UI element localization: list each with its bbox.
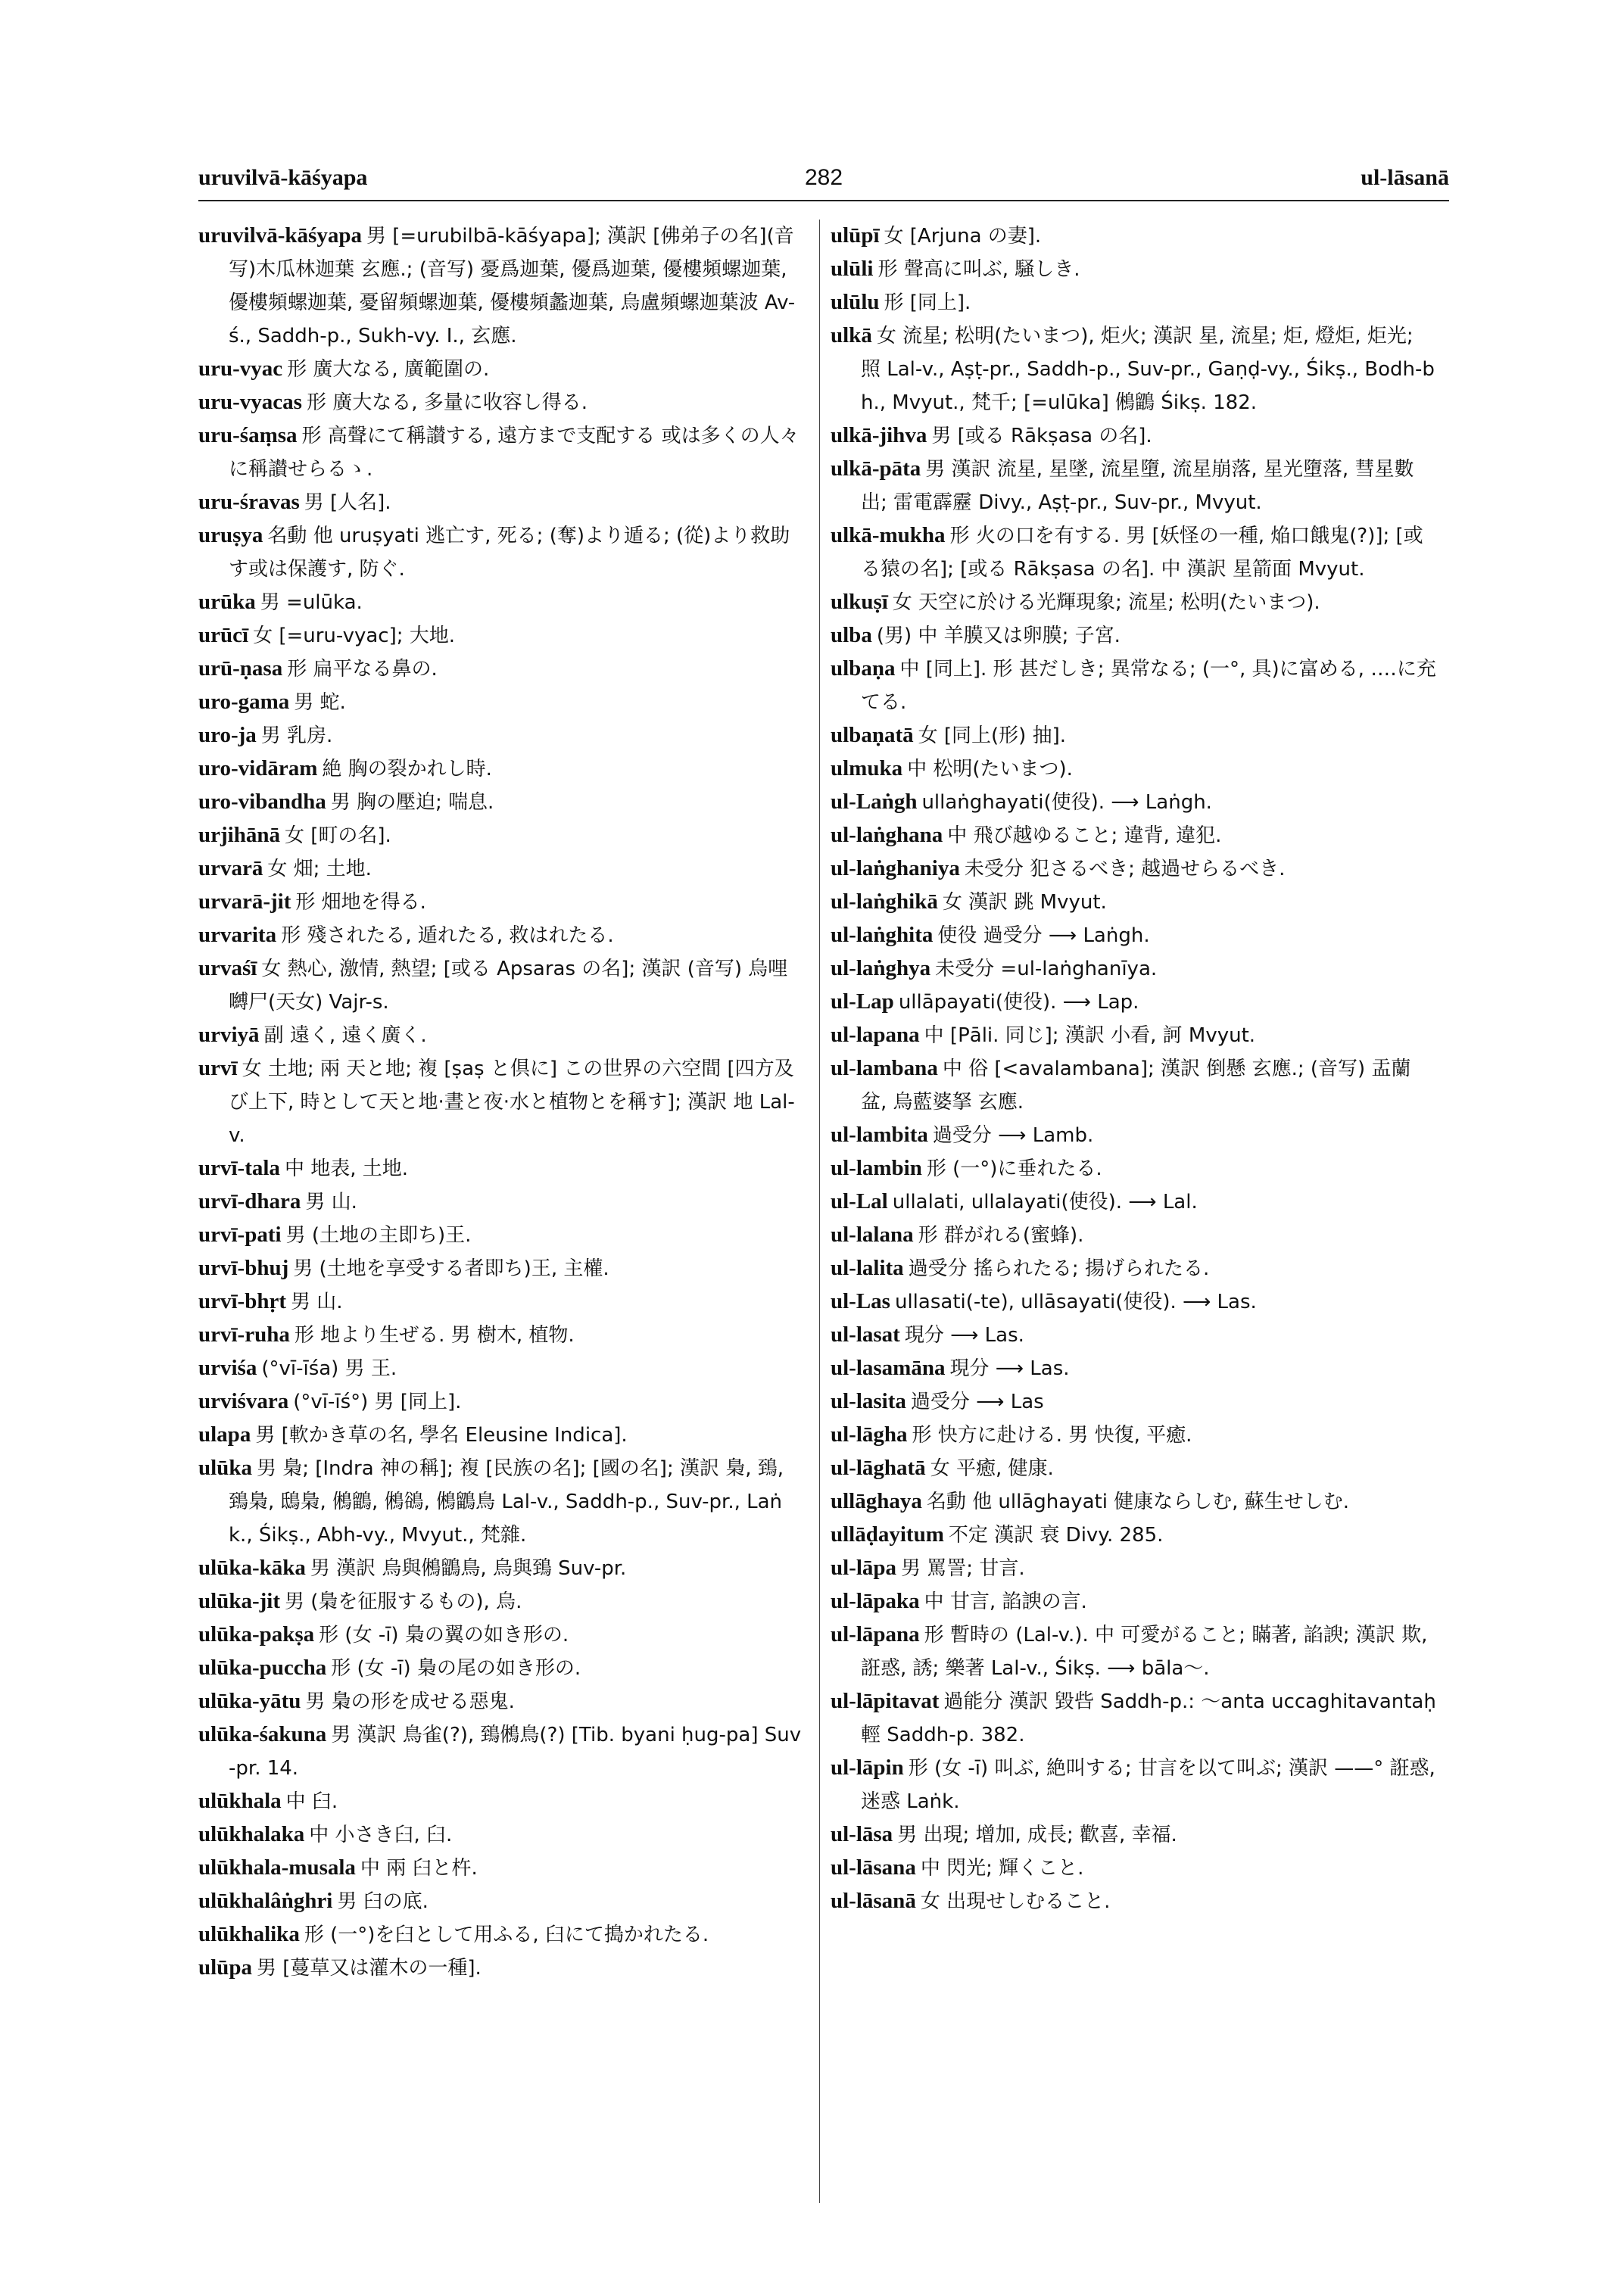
entry-headword: urvaśī (198, 956, 257, 980)
entry-definition: 形 聲高に叫ぶ, 騒しき. (877, 258, 1080, 281)
dictionary-entry (198, 1185, 804, 1219)
entry-headword: ul-laṅghita (831, 923, 934, 947)
entry-definition: 形 [同上]. (884, 291, 971, 314)
entry-definition: 女 [町の名]. (284, 824, 391, 847)
entry-definition: 形 (女 -ī) 梟の翼の如き形の. (319, 1624, 569, 1647)
dictionary-entry (831, 1552, 1436, 1585)
dictionary-entry (831, 319, 1436, 419)
header-last-headword: ul-lāsanā (1361, 165, 1449, 190)
entry-headword: urvī-bhuj (198, 1256, 289, 1280)
entry-headword: urvarā-jit (198, 889, 291, 914)
entry-definition: 形 廣大なる, 多量に收容し得る. (306, 391, 588, 414)
entry-headword: uro-vidāram (198, 756, 318, 780)
dictionary-entry (831, 1818, 1436, 1852)
dictionary-entry (198, 1319, 804, 1352)
dictionary-entry (831, 719, 1436, 752)
entry-headword: ulbaṇatā (831, 723, 914, 747)
entry-definition: 男 胸の壓迫; 喘息. (330, 791, 494, 814)
entry-headword: urvī-bhṛt (198, 1289, 286, 1313)
entry-headword: ulūkhalika (198, 1922, 300, 1946)
entry-definition: 男 (土地を享受する者即ち)王, 主權. (293, 1257, 609, 1280)
entry-headword: urvī-dhara (198, 1189, 301, 1213)
dictionary-entry (831, 852, 1436, 886)
entry-definition: 未受分 犯さるべき; 越過せらるべき. (964, 858, 1286, 880)
entry-headword: urviyā (198, 1023, 260, 1047)
dictionary-entry (831, 1319, 1436, 1352)
dictionary-entry (831, 1585, 1436, 1618)
dictionary-entry (831, 220, 1436, 253)
entry-definition: 形 (女 -ī) 叫ぶ, 絶叫する; 甘言を以て叫ぶ; 漢訳 ——° 誑惑, 迷惑 Laṅk. (861, 1757, 1435, 1813)
dictionary-entry (198, 1818, 804, 1852)
entry-definition: 男 山. (305, 1191, 357, 1213)
entry-definition: 中 [同上]. 形 甚だしき; 異常なる; (一°, 具)に富める, ‥‥に充てる. (861, 658, 1436, 714)
entry-definition: 女 平癒, 健康. (930, 1457, 1054, 1480)
entry-headword: ul-lasamāna (831, 1356, 946, 1380)
entry-definition: 過受分 ⟶ Lamb. (932, 1124, 1094, 1147)
entry-definition: 中 閃光; 輝くこと. (920, 1857, 1084, 1880)
dictionary-entry (831, 419, 1436, 453)
header-rule (198, 200, 1449, 201)
dictionary-entry (198, 1019, 804, 1052)
entry-definition: 男 [=urubilbā-kāśyapa]; 漢訳 [佛弟子の名](音写)木瓜林迦葉 玄應.; (音写) 憂爲迦葉, 優爲迦葉, 優樓頻螺迦葉, 優樓頻螺迦葉, 憂留頻螺迦葉, 優樓頻蠡迦葉, 烏盧頻螺迦葉波 Av-ś., Saddh-p., Sukh-vy. I., 玄應. (229, 225, 796, 347)
entry-definition: 女 畑; 土地. (267, 858, 372, 880)
entry-definition: 中 臼. (285, 1790, 338, 1813)
entry-definition: 形 群がれる(蜜蜂). (918, 1224, 1084, 1247)
entry-definition: 形 地より生ぜる. 男 樹木, 植物. (294, 1324, 575, 1347)
entry-definition: ullasati(-te), ullāsayati(使役). ⟶ Las. (894, 1291, 1257, 1313)
entry-headword: ul-lambana (831, 1056, 938, 1080)
entry-definition: 男 山. (291, 1291, 343, 1313)
dictionary-entry (831, 1452, 1436, 1485)
entry-headword: ul-lasita (831, 1389, 906, 1413)
page-header (198, 165, 1449, 201)
entry-headword: ul-Las (831, 1289, 890, 1313)
dictionary-entry (198, 786, 804, 819)
entry-headword: urviśvara (198, 1389, 289, 1413)
entry-definition: 名動 他 uruṣyati 逃亡す, 死る; (奪)より遁る; (從)より救助す或は保護す, 防ぐ. (229, 525, 790, 581)
entry-headword: ulūli (831, 257, 874, 281)
entry-definition: 中 松明(たいまつ). (907, 758, 1073, 780)
entry-definition: 現分 ⟶ Las. (904, 1324, 1024, 1347)
dictionary-entry (198, 1852, 804, 1885)
dictionary-entry (831, 1252, 1436, 1285)
entry-definition: 形 高聲にて稱讃する, 遠方まで支配する 或は多くの人々に稱讃せらるゝ. (229, 425, 800, 481)
entry-headword: urvī-tala (198, 1156, 280, 1180)
entry-definition: 女 漢訳 跳 Mvyut. (942, 891, 1107, 914)
entry-headword: ul-lāpin (831, 1756, 904, 1780)
entry-headword: ul-lāgha (831, 1422, 908, 1447)
entry-definition: 過受分 搖られたる; 揚げられたる. (908, 1257, 1210, 1280)
entry-definition: 男 漢訳 流星, 星墜, 流星墮, 流星崩落, 星光墮落, 彗星數出; 雷電霹靂 Divy., Aṣṭ-pr., Suv-pr., Mvyut. (861, 458, 1414, 514)
header-first-headword: uruvilvā-kāśyapa (198, 165, 368, 190)
dictionary-entry (198, 1952, 804, 1985)
dictionary-entry (831, 886, 1436, 919)
entry-definition: 形 廣大なる, 廣範圍の. (287, 358, 490, 381)
entry-definition: 女 [Arjuna の妻]. (884, 225, 1042, 248)
dictionary-entry (198, 1718, 804, 1785)
dictionary-entry (198, 586, 804, 619)
dictionary-entry (198, 1918, 804, 1952)
entry-headword: uru-śaṃsa (198, 423, 298, 447)
dictionary-entry (831, 653, 1436, 719)
entry-definition: 使役 過受分 ⟶ Laṅgh. (937, 924, 1150, 947)
entry-headword: ulapa (198, 1422, 251, 1447)
dictionary-entry (198, 1685, 804, 1718)
dictionary-entry (831, 752, 1436, 786)
entry-headword: ul-lapana (831, 1023, 920, 1047)
dictionary-entry (198, 1885, 804, 1918)
dictionary-entry (831, 1052, 1436, 1119)
dictionary-entry (831, 986, 1436, 1019)
entry-headword: ulūka-jit (198, 1589, 280, 1613)
entry-headword: ulūkhalâṅghri (198, 1889, 333, 1913)
entry-headword: ul-laṅghya (831, 956, 931, 980)
entry-definition: 男 梟; [Indra 神の稱]; 複 [民族の名]; [國の名]; 漢訳 梟, 鵄, 鵄梟, 鴟梟, 鵂鶹, 鵂鵒, 鵂鶹鳥 Lal-v., Saddh-p., Suv-pr., Laṅk., Śikṣ., Abh-vy., Mvyut., 梵雜. (229, 1457, 784, 1547)
dictionary-entry (198, 1618, 804, 1652)
dictionary-entry (198, 1385, 804, 1419)
dictionary-entry (198, 952, 804, 1019)
entry-headword: ul-lalita (831, 1256, 904, 1280)
entry-definition: (°vī-īś°) 男 [同上]. (293, 1391, 462, 1413)
entry-definition: 形 (女 -ī) 梟の尾の如き形の. (331, 1657, 581, 1680)
dictionary-entry (198, 220, 804, 353)
dictionary-entry (198, 1252, 804, 1285)
entry-headword: ulkuṣī (831, 590, 888, 614)
column-divider (819, 220, 820, 2203)
dictionary-entry (198, 1152, 804, 1185)
entry-definition: 中 兩 臼と杵. (360, 1857, 478, 1880)
entry-headword: ullāḍayitum (831, 1522, 944, 1547)
entry-headword: ulūpī (831, 223, 880, 248)
entry-definition: 男 蛇. (294, 691, 346, 714)
entry-headword: urjihānā (198, 823, 280, 847)
entry-definition: 形 畑地を得る. (295, 891, 426, 914)
entry-headword: urvarita (198, 923, 277, 947)
entry-headword: ul-lasat (831, 1323, 900, 1347)
dictionary-entry (831, 1352, 1436, 1385)
entry-headword: ulkā-jihva (831, 423, 927, 447)
entry-definition: ullalati, ullalayati(使役). ⟶ Lal. (892, 1191, 1198, 1213)
entry-headword: ul-lāpitavat (831, 1689, 940, 1713)
entry-headword: ulūkhala (198, 1789, 282, 1813)
entry-definition: ullaṅghayati(使役). ⟶ Laṅgh. (921, 791, 1212, 814)
dictionary-entry (198, 886, 804, 919)
entry-definition: 副 遠く, 遠く廣く. (263, 1024, 427, 1047)
dictionary-entry (831, 786, 1436, 819)
entry-definition: 男 (土地の主即ち)王. (285, 1224, 472, 1247)
entry-definition: 現分 ⟶ Las. (949, 1357, 1070, 1380)
dictionary-entry (198, 519, 804, 586)
dictionary-entry (831, 1885, 1436, 1918)
entry-headword: ul-lāpa (831, 1556, 897, 1580)
entry-definition: 男 [蔓草又は灌木の一種]. (256, 1957, 482, 1980)
dictionary-entry (831, 619, 1436, 653)
dictionary-entry (831, 253, 1436, 286)
entry-definition: ullāpayati(使役). ⟶ Lap. (898, 991, 1139, 1014)
entry-definition: 過受分 ⟶ Las (910, 1391, 1044, 1413)
dictionary-entry (198, 1585, 804, 1618)
entry-definition: 不定 漢訳 衰 Divy. 285. (948, 1524, 1164, 1547)
entry-definition: 男 梟の形を成せる惡鬼. (305, 1690, 515, 1713)
entry-headword: ulūlu (831, 290, 880, 314)
entry-definition: 過能分 漢訳 毀呰 Saddh-p.: 〜anta uccaghitavantaḥ 輕 Saddh-p. 382. (861, 1690, 1436, 1746)
entry-definition: 名動 他 ullāghayati 健康ならしむ, 蘇生せしむ. (926, 1491, 1349, 1513)
entry-headword: ulkā (831, 323, 872, 347)
entry-definition: 女 [同上(形) 抽]. (918, 724, 1066, 747)
entry-definition: 中 俗 [<avalambana]; 漢訳 倒懸 玄應.; (音写) 盂蘭盆, 烏藍婆拏 玄應. (861, 1058, 1411, 1114)
dictionary-entry (198, 819, 804, 852)
entry-definition: 女 土地; 兩 天と地; 複 [ṣaṣ と倶に] この世界の六空間 [四方及び上下, 時として天と地·晝と夜·水と植物とを稱す]; 漢訳 地 Lal-v. (229, 1058, 795, 1147)
entry-headword: uruṣya (198, 523, 263, 547)
entry-definition: 未受分 =ul-laṅghanīya. (935, 958, 1158, 980)
entry-headword: ul-lāghatā (831, 1456, 926, 1480)
entry-headword: ul-Lap (831, 989, 894, 1014)
dictionary-entry (198, 1052, 804, 1152)
dictionary-entry (831, 1618, 1436, 1685)
dictionary-entry (831, 519, 1436, 586)
dictionary-entry (831, 1852, 1436, 1885)
entry-definition: 中 甘言, 諂諛の言. (924, 1590, 1087, 1613)
dictionary-entry (831, 1752, 1436, 1818)
entry-headword: urvarā (198, 856, 263, 880)
dictionary-entry (831, 1419, 1436, 1452)
entry-headword: urūka (198, 590, 256, 614)
dictionary-entry (198, 752, 804, 786)
dictionary-entry (198, 1652, 804, 1685)
entry-headword: ul-laṅghaniya (831, 856, 960, 880)
dictionary-entry (831, 1019, 1436, 1052)
dictionary-entry (831, 1152, 1436, 1185)
dictionary-entry (198, 919, 804, 952)
dictionary-entry (198, 1419, 804, 1452)
entry-definition: 形 殘されたる, 遁れたる, 救はれたる. (281, 924, 614, 947)
entry-headword: ulba (831, 623, 872, 647)
entry-headword: urvī-pati (198, 1223, 282, 1247)
dictionary-entry (831, 1519, 1436, 1552)
dictionary-entry (198, 719, 804, 752)
entry-headword: ul-Laṅgh (831, 790, 918, 814)
entry-headword: ulūka-pakṣa (198, 1622, 315, 1647)
entry-definition: 形 扁平なる鼻の. (287, 658, 438, 681)
dictionary-entry (831, 1385, 1436, 1419)
dictionary-entry (198, 686, 804, 719)
entry-definition: 女 出現せしむること. (920, 1890, 1111, 1913)
dictionary-entry (831, 286, 1436, 319)
left-column (198, 220, 804, 1985)
entry-definition: 男 乳房. (260, 724, 333, 747)
entry-headword: uru-śravas (198, 490, 300, 514)
entry-headword: ul-lāsa (831, 1822, 893, 1846)
entry-headword: uro-ja (198, 723, 257, 747)
entry-headword: uruvilvā-kāśyapa (198, 223, 362, 248)
page-number: 282 (804, 165, 843, 190)
dictionary-entry (831, 453, 1436, 519)
dictionary-entry (198, 1785, 804, 1818)
dictionary-entry (831, 1285, 1436, 1319)
entry-headword: ul-lāsana (831, 1855, 916, 1880)
entry-headword: ulmuka (831, 756, 903, 780)
entry-definition: 絶 胸の裂かれし時. (322, 758, 492, 780)
entry-definition: 形 (一°)を臼として用ふる, 臼にて搗かれたる. (304, 1924, 709, 1946)
dictionary-entry (198, 486, 804, 519)
entry-definition: 形 快方に赴ける. 男 快復, 平癒. (912, 1424, 1192, 1447)
entry-headword: ul-lalana (831, 1223, 914, 1247)
entry-headword: ul-lambita (831, 1123, 928, 1147)
entry-headword: ulūka-yātu (198, 1689, 301, 1713)
entry-definition: 男 [或る Rākṣasa の名]. (931, 425, 1152, 447)
entry-headword: ul-laṅghana (831, 823, 943, 847)
entry-headword: urvī-ruha (198, 1323, 290, 1347)
entry-definition: 女 熱心, 激情, 熱望; [或る Apsaras の名]; 漢訳 (音写) 烏哩嚩尸(天女) Vajr-s. (229, 958, 788, 1014)
entry-headword: uro-gama (198, 690, 290, 714)
dictionary-entry (198, 353, 804, 386)
entry-definition: (°vī-īśa) 男 王. (261, 1357, 397, 1380)
entry-definition: 形 火の口を有する. 男 [妖怪の一種, 焔口餓鬼(?)]; [或る猿の名]; [或る Rākṣasa の名]. 中 漢訳 星箭面 Mvyut. (861, 525, 1423, 581)
entry-definition: 女 [=uru-vyac]; 大地. (253, 625, 456, 647)
entry-headword: ulkā-mukha (831, 523, 946, 547)
entry-definition: 中 小さき臼, 臼. (309, 1824, 453, 1846)
dictionary-entry (831, 819, 1436, 852)
dictionary-entry (831, 1119, 1436, 1152)
entry-definition: 男 [軟かき草の名, 學名 Eleusine Indica]. (255, 1424, 628, 1447)
dictionary-entry (831, 952, 1436, 986)
entry-definition: 中 飛び越ゆること; 違背, 違犯. (947, 824, 1222, 847)
entry-headword: ulūka-puccha (198, 1656, 327, 1680)
entry-headword: uru-vyac (198, 357, 283, 381)
entry-definition: 女 流星; 松明(たいまつ), 炬火; 漢訳 星, 流星; 炬, 燈炬, 炬光; 照 Lal-v., Aṣṭ-pr., Saddh-p., Suv-pr., Gaṇḍ-vy., Śikṣ., Bodh-bh., Mvyut., 梵千; [=ulūka] 鵂鶹 Śikṣ. 182. (861, 325, 1435, 414)
entry-headword: ulūkhala-musala (198, 1855, 356, 1880)
entry-headword: ul-lāsanā (831, 1889, 916, 1913)
entry-headword: ulūka-kāka (198, 1556, 306, 1580)
dictionary-entry (831, 1685, 1436, 1752)
entry-headword: ul-lāpana (831, 1622, 920, 1647)
dictionary-entry (198, 419, 804, 486)
entry-headword: uro-vibandha (198, 790, 326, 814)
dictionary-entry (198, 1219, 804, 1252)
dictionary-entry (198, 852, 804, 886)
entry-headword: ul-lāpaka (831, 1589, 920, 1613)
entry-headword: uru-vyacas (198, 390, 302, 414)
entry-definition: 中 地表, 土地. (284, 1157, 408, 1180)
entry-headword: urvī (198, 1056, 238, 1080)
entry-headword: ulbaṇa (831, 656, 896, 681)
entry-definition: 中 [Pāli. 同じ]; 漢訳 小看, 訶 Mvyut. (924, 1024, 1256, 1047)
entry-headword: ul-laṅghikā (831, 889, 938, 914)
entry-definition: 男 罵詈; 甘言. (901, 1557, 1025, 1580)
entry-headword: urviśa (198, 1356, 257, 1380)
dictionary-entry (198, 1352, 804, 1385)
entry-headword: urūcī (198, 623, 249, 647)
entry-definition: 男 =ulūka. (260, 591, 363, 614)
entry-definition: 男 漢訳 鳥雀(?), 鵄鵂鳥(?) [Tib. byani ḥug-pa] Suv-pr. 14. (229, 1724, 802, 1780)
dictionary-entry (198, 1452, 804, 1552)
dictionary-entry (198, 1285, 804, 1319)
entry-definition: 形 (一°)に垂れたる. (926, 1157, 1102, 1180)
entry-definition: 男 出現; 增加, 成長; 歡喜, 幸福. (897, 1824, 1177, 1846)
entry-headword: ulūka (198, 1456, 252, 1480)
dictionary-entry (831, 1219, 1436, 1252)
entry-definition: 男 [人名]. (304, 491, 391, 514)
entry-headword: urū-ṇasa (198, 656, 283, 681)
dictionary-entry (831, 586, 1436, 619)
dictionary-entry (198, 653, 804, 686)
entry-definition: 男 (梟を征服するもの), 烏. (284, 1590, 522, 1613)
entry-headword: ulkā-pāta (831, 456, 921, 481)
entry-headword: ullāghaya (831, 1489, 922, 1513)
dictionary-entry (198, 1552, 804, 1585)
right-column (831, 220, 1436, 1918)
dictionary-entry (198, 386, 804, 419)
entry-definition: 女 天空に於ける光輝現象; 流星; 松明(たいまつ). (892, 591, 1320, 614)
entry-headword: ulūka-śakuna (198, 1722, 327, 1746)
entry-headword: ulūpa (198, 1955, 252, 1980)
dictionary-entry (831, 1185, 1436, 1219)
dictionary-entry (198, 619, 804, 653)
dictionary-entry (831, 1485, 1436, 1519)
entry-headword: ulūkhalaka (198, 1822, 305, 1846)
entry-headword: ul-lambin (831, 1156, 922, 1180)
entry-definition: 形 暫時の (Lal-v.). 中 可愛がること; 瞞著, 諂諛; 漢訳 欺, 誑惑, 誘; 樂著 Lal-v., Śikṣ. ⟶ bāla〜. (861, 1624, 1428, 1680)
entry-headword: ul-Lal (831, 1189, 888, 1213)
entry-definition: (男) 中 羊膜又は卵膜; 子宮. (876, 625, 1121, 647)
entry-definition: 男 漢訳 烏與鵂鶹鳥, 烏與鵄 Suv-pr. (310, 1557, 627, 1580)
entry-definition: 男 臼の底. (337, 1890, 429, 1913)
dictionary-entry (831, 919, 1436, 952)
